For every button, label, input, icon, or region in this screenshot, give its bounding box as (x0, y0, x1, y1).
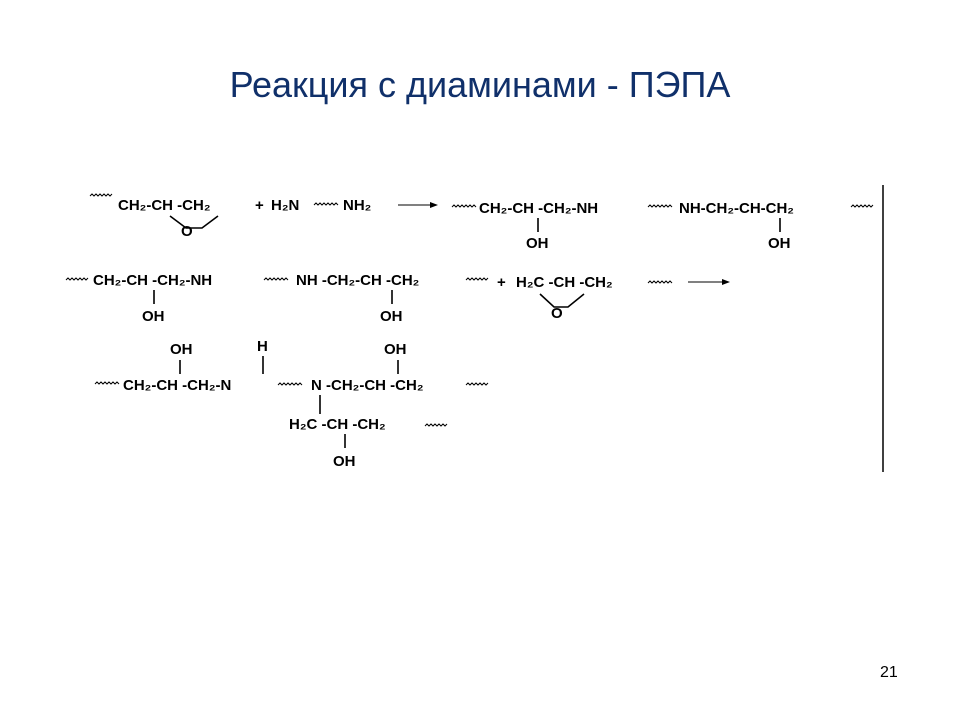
chain-left: CH₂-CH -CH₂-NH (93, 272, 213, 289)
reaction-arrow-1 (398, 202, 438, 208)
polymer-wavy-bond (452, 205, 476, 207)
epoxide-oxygen: O (551, 305, 563, 322)
hydrogen-atom: H (257, 338, 268, 355)
plus-sign: + (255, 197, 264, 214)
polymer-wavy-bond (278, 383, 302, 385)
polymer-wavy-bond (648, 281, 672, 283)
hydroxyl-group: OH (142, 308, 165, 325)
hydroxyl-group: OH (333, 453, 356, 470)
epoxide-oxygen: O (181, 223, 193, 240)
polymer-wavy-bond (314, 203, 338, 205)
polymer-wavy-bond (425, 424, 447, 426)
polymer-wavy-bond (466, 383, 488, 385)
amine-nh2: NH₂ (343, 197, 372, 214)
polymer-wavy-bond (648, 205, 672, 207)
hydroxyl-group: OH (526, 235, 549, 252)
row3-product (95, 338, 488, 470)
row2-epoxide (497, 274, 672, 322)
hydroxyl-group: OH (768, 235, 791, 252)
polymer-wavy-bond (95, 382, 119, 384)
epoxide-ring-bonds (170, 216, 218, 228)
page-number: 21 (880, 664, 898, 681)
polymer-wavy-bond (90, 194, 112, 196)
hydroxyl-group: OH (170, 341, 193, 358)
hydroxyl-group: OH (380, 308, 403, 325)
polymer-wavy-bond (264, 278, 288, 280)
hydroxyl-group: OH (384, 341, 407, 358)
chain-left: CH₂-CH -CH₂-N (123, 377, 232, 394)
product-chain-left: CH₂-CH -CH₂-NH (479, 200, 599, 217)
reaction-arrow-2 (688, 279, 730, 285)
chain-right: NH -CH₂-CH -CH₂ (296, 272, 420, 289)
epoxide-chain: H₂C -CH -CH₂ (516, 274, 613, 291)
row1-reactants (90, 194, 371, 240)
product-chain-right: NH-CH₂-CH-CH₂ (679, 200, 794, 217)
polymer-wavy-bond (66, 278, 88, 280)
amine-h2n: H₂N (271, 197, 300, 214)
polymer-wavy-bond (466, 278, 488, 280)
polymer-wavy-bond (851, 205, 873, 207)
slide-title: Реакция с диаминами - ПЭПА (229, 64, 731, 105)
plus-sign: + (497, 274, 506, 291)
row2-intermediate (66, 272, 488, 325)
reactant-chain: CH₂-CH -CH₂ (118, 197, 211, 214)
branch-chain: H₂C -CH -CH₂ (289, 416, 386, 433)
row1-product (452, 200, 873, 252)
chain-right: N -CH₂-CH -CH₂ (311, 377, 424, 394)
